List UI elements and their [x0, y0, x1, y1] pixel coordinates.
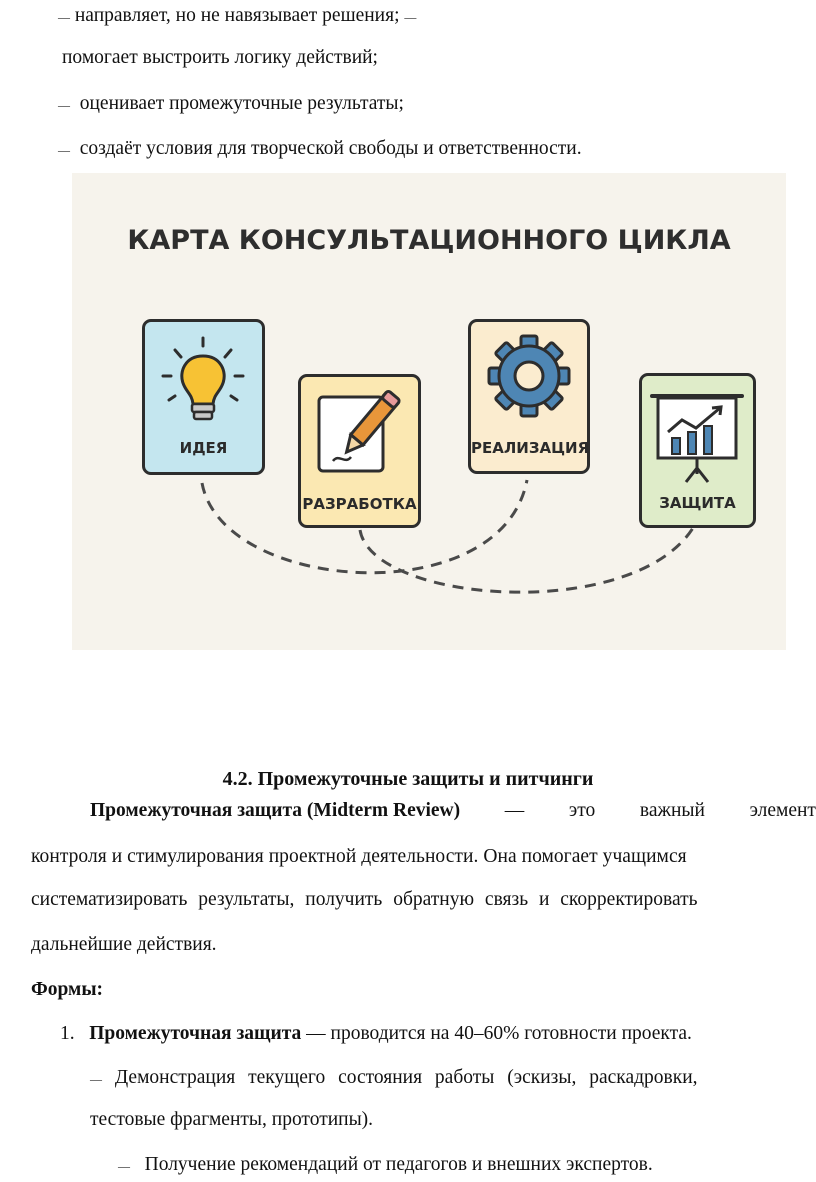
- bullet-item-2: [62, 48, 378, 68]
- consultation-cycle-figure: [72, 173, 786, 650]
- bullet-dash: —: [90, 1071, 102, 1086]
- card-label: РАЗРАБОТКА: [302, 495, 417, 513]
- paragraph-word: важный: [639, 800, 705, 821]
- sub-item-2: [118, 1155, 653, 1175]
- card-development: [298, 374, 421, 528]
- bullet-text: направляет, но не навязывает решения;: [74, 5, 400, 26]
- list-item-1: [60, 1024, 692, 1044]
- presentation-chart-icon: [642, 382, 753, 487]
- bullet-item-4: [58, 139, 582, 159]
- bullet-dash: —: [404, 9, 417, 24]
- bullet-dash: —: [118, 1158, 130, 1173]
- list-number: 1.: [60, 1023, 75, 1044]
- bullet-text: создаёт условия для творческой свободы и ответственности.: [79, 138, 582, 159]
- lightbulb-icon: [145, 328, 262, 428]
- gear-icon: [471, 328, 587, 428]
- card-defense: [639, 373, 756, 528]
- paragraph-line-3: систематизировать результаты, получить обратную связь и скорректировать: [31, 889, 698, 910]
- card-label: ЗАЩИТА: [659, 494, 736, 512]
- bullet-dash: —: [58, 9, 70, 24]
- pencil-paper-icon: [301, 383, 418, 483]
- paragraph-line-2: контроля и стимулирования проектной деятельности. Она помогает учащимся: [31, 846, 687, 867]
- bullet-item-1: [58, 6, 416, 26]
- paragraph-word: —: [504, 800, 525, 821]
- bullet-item-3: [58, 94, 404, 114]
- card-label: ИДЕЯ: [179, 439, 228, 457]
- bullet-dash: —: [58, 97, 70, 112]
- list-item-bold: Промежуточная защита: [89, 1023, 302, 1044]
- sub-item-text: Получение рекомендаций от педагогов и внешних экспертов.: [144, 1154, 653, 1175]
- card-label: РЕАЛИЗАЦИЯ: [471, 439, 590, 457]
- bullet-text: помогает выстроить логику действий;: [62, 47, 378, 68]
- sub-item-1-line-1: [90, 1068, 698, 1088]
- paragraph-bold-term: Промежуточная защита (Midterm Review): [90, 800, 461, 821]
- paragraph-line-4: дальнейшие действия.: [31, 934, 217, 955]
- sub-item-1-line-2: тестовые фрагменты, прототипы).: [90, 1109, 374, 1130]
- bullet-dash: —: [58, 142, 70, 157]
- section-heading: 4.2. Промежуточные защиты и питчинги: [222, 768, 594, 790]
- forms-label: Формы:: [31, 979, 104, 1000]
- figure-title: КАРТА КОНСУЛЬТАЦИОННОГО ЦИКЛА: [127, 225, 731, 256]
- paragraph-line-1: [90, 801, 816, 821]
- card-implementation: [468, 319, 590, 474]
- card-idea: [142, 319, 265, 475]
- list-item-text: — проводится на 40–60% готовности проекта.: [301, 1023, 692, 1044]
- paragraph-word: это: [568, 800, 596, 821]
- paragraph-word: элемент: [749, 800, 816, 821]
- sub-item-text: Демонстрация текущего состояния работы (эскизы, раскадровки,: [114, 1067, 698, 1088]
- bullet-text: оценивает промежуточные результаты;: [79, 93, 404, 114]
